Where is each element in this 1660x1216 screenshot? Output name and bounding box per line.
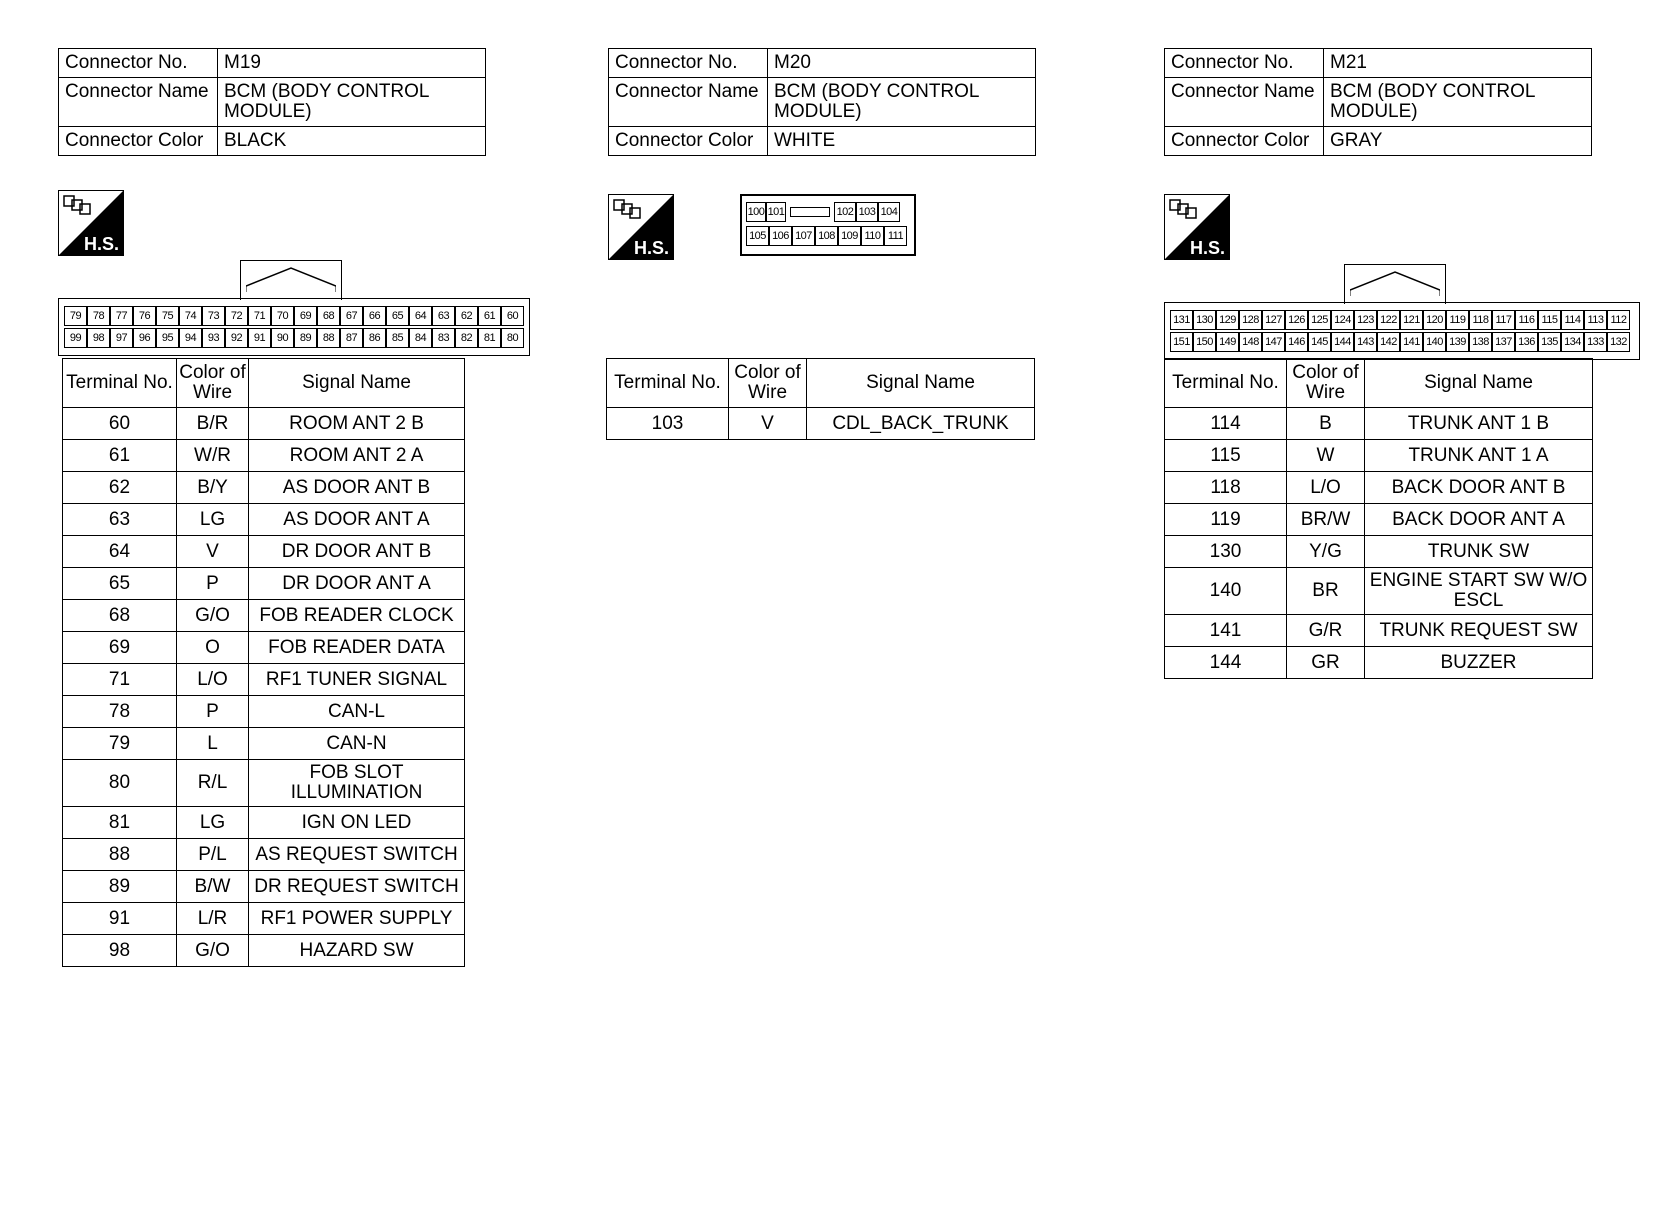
hs-label: H.S. bbox=[1190, 238, 1226, 258]
pin-cell: 95 bbox=[156, 328, 179, 348]
pin-cell: 128 bbox=[1239, 310, 1262, 330]
wire-color-cell: Y/G bbox=[1287, 536, 1365, 568]
table-row bbox=[63, 807, 465, 839]
connector-m19-section bbox=[58, 48, 538, 1008]
table-row bbox=[1165, 647, 1593, 679]
pin-cell: 142 bbox=[1377, 332, 1400, 352]
pin-cell: 150 bbox=[1193, 332, 1216, 352]
terminal-no-cell: 71 bbox=[63, 664, 177, 696]
pin-cell: 139 bbox=[1446, 332, 1469, 352]
connector-no-value: M19 bbox=[218, 49, 486, 78]
pin-cell: 111 bbox=[884, 226, 907, 246]
connector-color-value: GRAY bbox=[1324, 127, 1592, 156]
pin-cell: 115 bbox=[1538, 310, 1561, 330]
signal-table-m20 bbox=[606, 358, 1035, 440]
terminal-no-cell: 68 bbox=[63, 600, 177, 632]
table-row bbox=[607, 408, 1035, 440]
wire-color-cell: GR bbox=[1287, 647, 1365, 679]
connector-color-value: WHITE bbox=[768, 127, 1036, 156]
label-connector-no: Connector No. bbox=[1165, 49, 1324, 78]
signal-name-cell: CAN-L bbox=[249, 696, 465, 728]
terminal-no-cell: 65 bbox=[63, 568, 177, 600]
pin-cell: 71 bbox=[248, 306, 271, 326]
connector-name-value: BCM (BODY CONTROL MODULE) bbox=[218, 78, 486, 127]
wire-color-cell: B/Y bbox=[177, 472, 249, 504]
connector-no-value: M20 bbox=[768, 49, 1036, 78]
label-connector-no: Connector No. bbox=[59, 49, 218, 78]
pin-cell: 81 bbox=[478, 328, 501, 348]
pin-cell: 116 bbox=[1515, 310, 1538, 330]
connector-m20-section bbox=[608, 48, 1048, 548]
signal-name-cell: HAZARD SW bbox=[249, 935, 465, 967]
terminal-no-cell: 115 bbox=[1165, 440, 1287, 472]
pin-cell: 82 bbox=[455, 328, 478, 348]
wire-color-cell: L/R bbox=[177, 903, 249, 935]
terminal-no-cell: 79 bbox=[63, 728, 177, 760]
pin-cell: 74 bbox=[179, 306, 202, 326]
connector-face-m19 bbox=[58, 260, 530, 346]
pin-cell: 114 bbox=[1561, 310, 1584, 330]
terminal-no-cell: 118 bbox=[1165, 472, 1287, 504]
connector-info-table bbox=[608, 48, 1036, 156]
wire-color-cell: R/L bbox=[177, 760, 249, 807]
table-row bbox=[63, 472, 465, 504]
wire-color-cell: W bbox=[1287, 440, 1365, 472]
terminal-no-cell: 130 bbox=[1165, 536, 1287, 568]
pin-cell: 78 bbox=[87, 306, 110, 326]
pin-cell: 117 bbox=[1492, 310, 1515, 330]
wire-color-cell: LG bbox=[177, 504, 249, 536]
pin-cell: 86 bbox=[363, 328, 386, 348]
wire-color-cell: B/W bbox=[177, 871, 249, 903]
wire-color-cell: L/O bbox=[1287, 472, 1365, 504]
pin-cell: 136 bbox=[1515, 332, 1538, 352]
wire-color-cell: G/R bbox=[1287, 615, 1365, 647]
pin-cell: 147 bbox=[1262, 332, 1285, 352]
signal-name-cell: CAN-N bbox=[249, 728, 465, 760]
connector-no-value: M21 bbox=[1324, 49, 1592, 78]
pin-cell: 60 bbox=[501, 306, 524, 326]
pin-cell: 127 bbox=[1262, 310, 1285, 330]
pin-cell: 141 bbox=[1400, 332, 1423, 352]
pin-cell: 126 bbox=[1285, 310, 1308, 330]
pin-cell: 101 bbox=[766, 202, 786, 222]
wire-color-cell: V bbox=[177, 536, 249, 568]
terminal-no-cell: 103 bbox=[607, 408, 729, 440]
table-row bbox=[63, 408, 465, 440]
pin-cell: 80 bbox=[501, 328, 524, 348]
terminal-no-cell: 61 bbox=[63, 440, 177, 472]
pin-cell: 92 bbox=[225, 328, 248, 348]
pin-cell: 148 bbox=[1239, 332, 1262, 352]
pin-cell: 109 bbox=[838, 226, 861, 246]
terminal-no-cell: 91 bbox=[63, 903, 177, 935]
terminal-no-cell: 69 bbox=[63, 632, 177, 664]
table-row bbox=[63, 536, 465, 568]
table-row bbox=[63, 440, 465, 472]
signal-name-cell: AS DOOR ANT B bbox=[249, 472, 465, 504]
header-terminal-no: Terminal No. bbox=[63, 359, 177, 408]
pin-cell: 62 bbox=[455, 306, 478, 326]
pin-cell: 85 bbox=[386, 328, 409, 348]
signal-name-cell: DR DOOR ANT B bbox=[249, 536, 465, 568]
terminal-no-cell: 114 bbox=[1165, 408, 1287, 440]
pin-cell: 120 bbox=[1423, 310, 1446, 330]
pin-cell: 91 bbox=[248, 328, 271, 348]
hs-label: H.S. bbox=[634, 238, 670, 258]
label-connector-color: Connector Color bbox=[59, 127, 218, 156]
connector-name-value: BCM (BODY CONTROL MODULE) bbox=[768, 78, 1036, 127]
table-row bbox=[63, 664, 465, 696]
pin-cell: 131 bbox=[1170, 310, 1193, 330]
wire-color-cell: BR/W bbox=[1287, 504, 1365, 536]
signal-name-cell: RF1 TUNER SIGNAL bbox=[249, 664, 465, 696]
table-row bbox=[1165, 408, 1593, 440]
pin-cell: 124 bbox=[1331, 310, 1354, 330]
connector-name-value: BCM (BODY CONTROL MODULE) bbox=[1324, 78, 1592, 127]
label-connector-name: Connector Name bbox=[1165, 78, 1324, 127]
signal-name-cell: BACK DOOR ANT B bbox=[1365, 472, 1593, 504]
table-row bbox=[63, 568, 465, 600]
header-signal-name: Signal Name bbox=[807, 359, 1035, 408]
pin-cell: 118 bbox=[1469, 310, 1492, 330]
pin-cell: 144 bbox=[1331, 332, 1354, 352]
pin-cell: 143 bbox=[1354, 332, 1377, 352]
header-signal-name: Signal Name bbox=[1365, 359, 1593, 408]
pin-cell: 105 bbox=[746, 226, 769, 246]
signal-name-cell: TRUNK ANT 1 B bbox=[1365, 408, 1593, 440]
pin-cell: 87 bbox=[340, 328, 363, 348]
terminal-no-cell: 88 bbox=[63, 839, 177, 871]
wire-color-cell: P bbox=[177, 568, 249, 600]
pin-cell: 149 bbox=[1216, 332, 1239, 352]
wire-color-cell: B/R bbox=[177, 408, 249, 440]
table-row bbox=[1165, 440, 1593, 472]
wire-color-cell: BR bbox=[1287, 568, 1365, 615]
harness-side-icon bbox=[58, 190, 124, 256]
pin-cell: 122 bbox=[1377, 310, 1400, 330]
signal-name-cell: TRUNK SW bbox=[1365, 536, 1593, 568]
header-color-of-wire: Color of Wire bbox=[177, 359, 249, 408]
signal-name-cell: ROOM ANT 2 B bbox=[249, 408, 465, 440]
signal-name-cell: ENGINE START SW W/O ESCL bbox=[1365, 568, 1593, 615]
connector-key-slot bbox=[786, 202, 834, 222]
pin-cell: 65 bbox=[386, 306, 409, 326]
pin-cell: 61 bbox=[478, 306, 501, 326]
terminal-no-cell: 62 bbox=[63, 472, 177, 504]
table-row bbox=[63, 728, 465, 760]
signal-name-cell: FOB READER DATA bbox=[249, 632, 465, 664]
pin-cell: 93 bbox=[202, 328, 225, 348]
pin-cell: 145 bbox=[1308, 332, 1331, 352]
table-row bbox=[63, 600, 465, 632]
terminal-no-cell: 89 bbox=[63, 871, 177, 903]
signal-name-cell: FOB READER CLOCK bbox=[249, 600, 465, 632]
pin-cell: 88 bbox=[317, 328, 340, 348]
signal-name-cell: BUZZER bbox=[1365, 647, 1593, 679]
table-row bbox=[63, 504, 465, 536]
signal-name-cell: TRUNK ANT 1 A bbox=[1365, 440, 1593, 472]
pin-cell: 79 bbox=[64, 306, 87, 326]
terminal-no-cell: 98 bbox=[63, 935, 177, 967]
pin-cell: 98 bbox=[87, 328, 110, 348]
signal-name-cell: RF1 POWER SUPPLY bbox=[249, 903, 465, 935]
signal-table-m21 bbox=[1164, 358, 1593, 679]
pin-cell: 110 bbox=[861, 226, 884, 246]
signal-name-cell: BACK DOOR ANT A bbox=[1365, 504, 1593, 536]
table-row bbox=[63, 839, 465, 871]
latch-chevron bbox=[1350, 270, 1440, 296]
pin-cell: 84 bbox=[409, 328, 432, 348]
connector-m21-section bbox=[1164, 48, 1644, 748]
table-row bbox=[63, 935, 465, 967]
connector-info-table bbox=[58, 48, 486, 156]
terminal-no-cell: 119 bbox=[1165, 504, 1287, 536]
pin-cell: 132 bbox=[1607, 332, 1630, 352]
pin-cell: 130 bbox=[1193, 310, 1216, 330]
harness-side-icon bbox=[1164, 194, 1230, 260]
terminal-no-cell: 144 bbox=[1165, 647, 1287, 679]
header-terminal-no: Terminal No. bbox=[1165, 359, 1287, 408]
label-connector-color: Connector Color bbox=[609, 127, 768, 156]
pin-cell: 68 bbox=[317, 306, 340, 326]
label-connector-color: Connector Color bbox=[1165, 127, 1324, 156]
wire-color-cell: W/R bbox=[177, 440, 249, 472]
terminal-no-cell: 81 bbox=[63, 807, 177, 839]
signal-name-cell: CDL_BACK_TRUNK bbox=[807, 408, 1035, 440]
wire-color-cell: G/O bbox=[177, 935, 249, 967]
wire-color-cell: L/O bbox=[177, 664, 249, 696]
pin-cell: 64 bbox=[409, 306, 432, 326]
table-row bbox=[1165, 615, 1593, 647]
pin-cell: 97 bbox=[110, 328, 133, 348]
pin-cell: 72 bbox=[225, 306, 248, 326]
pin-cell: 138 bbox=[1469, 332, 1492, 352]
connector-info-table bbox=[1164, 48, 1592, 156]
pin-cell: 134 bbox=[1561, 332, 1584, 352]
pin-cell: 96 bbox=[133, 328, 156, 348]
wire-color-cell: V bbox=[729, 408, 807, 440]
signal-name-cell: AS DOOR ANT A bbox=[249, 504, 465, 536]
pin-cell: 137 bbox=[1492, 332, 1515, 352]
wire-color-cell: L bbox=[177, 728, 249, 760]
wire-color-cell: O bbox=[177, 632, 249, 664]
signal-name-cell: FOB SLOT ILLUMINATION bbox=[249, 760, 465, 807]
wire-color-cell: LG bbox=[177, 807, 249, 839]
terminal-no-cell: 60 bbox=[63, 408, 177, 440]
connector-face-m21 bbox=[1164, 264, 1640, 352]
pin-cell: 119 bbox=[1446, 310, 1469, 330]
pin-cell: 73 bbox=[202, 306, 225, 326]
header-terminal-no: Terminal No. bbox=[607, 359, 729, 408]
header-color-of-wire: Color of Wire bbox=[729, 359, 807, 408]
wire-color-cell: G/O bbox=[177, 600, 249, 632]
label-connector-name: Connector Name bbox=[609, 78, 768, 127]
pin-cell: 66 bbox=[363, 306, 386, 326]
pin-cell: 107 bbox=[792, 226, 815, 246]
connector-color-value: BLACK bbox=[218, 127, 486, 156]
wire-color-cell: P/L bbox=[177, 839, 249, 871]
label-connector-no: Connector No. bbox=[609, 49, 768, 78]
table-row bbox=[1165, 472, 1593, 504]
pin-cell: 83 bbox=[432, 328, 455, 348]
terminal-no-cell: 141 bbox=[1165, 615, 1287, 647]
pin-cell: 125 bbox=[1308, 310, 1331, 330]
table-row bbox=[63, 903, 465, 935]
pin-cell: 63 bbox=[432, 306, 455, 326]
table-row bbox=[1165, 536, 1593, 568]
pin-cell: 151 bbox=[1170, 332, 1193, 352]
table-row bbox=[63, 760, 465, 807]
pin-cell: 77 bbox=[110, 306, 133, 326]
pin-cell: 106 bbox=[769, 226, 792, 246]
table-row bbox=[1165, 568, 1593, 615]
header-signal-name: Signal Name bbox=[249, 359, 465, 408]
pin-cell: 67 bbox=[340, 306, 363, 326]
pin-cell: 94 bbox=[179, 328, 202, 348]
pin-cell: 100 bbox=[746, 202, 766, 222]
wire-color-cell: B bbox=[1287, 408, 1365, 440]
pin-cell: 90 bbox=[271, 328, 294, 348]
hs-label: H.S. bbox=[84, 234, 120, 254]
pin-cell: 129 bbox=[1216, 310, 1239, 330]
pin-cell: 76 bbox=[133, 306, 156, 326]
table-row bbox=[63, 871, 465, 903]
table-row bbox=[1165, 504, 1593, 536]
pin-cell: 70 bbox=[271, 306, 294, 326]
pin-cell: 104 bbox=[878, 202, 900, 222]
table-row bbox=[63, 696, 465, 728]
terminal-no-cell: 64 bbox=[63, 536, 177, 568]
pin-cell: 112 bbox=[1607, 310, 1630, 330]
pin-cell: 123 bbox=[1354, 310, 1377, 330]
pin-cell: 113 bbox=[1584, 310, 1607, 330]
terminal-no-cell: 140 bbox=[1165, 568, 1287, 615]
harness-side-icon bbox=[608, 194, 674, 260]
pin-cell: 69 bbox=[294, 306, 317, 326]
latch-chevron bbox=[246, 266, 336, 292]
signal-name-cell: AS REQUEST SWITCH bbox=[249, 839, 465, 871]
pin-cell: 103 bbox=[856, 202, 878, 222]
pin-cell: 75 bbox=[156, 306, 179, 326]
signal-name-cell: DR REQUEST SWITCH bbox=[249, 871, 465, 903]
terminal-no-cell: 78 bbox=[63, 696, 177, 728]
table-row bbox=[63, 632, 465, 664]
header-color-of-wire: Color of Wire bbox=[1287, 359, 1365, 408]
signal-name-cell: DR DOOR ANT A bbox=[249, 568, 465, 600]
pin-cell: 146 bbox=[1285, 332, 1308, 352]
connector-face-m20 bbox=[740, 194, 916, 256]
pin-cell: 140 bbox=[1423, 332, 1446, 352]
terminal-no-cell: 80 bbox=[63, 760, 177, 807]
signal-table-m19 bbox=[62, 358, 465, 967]
signal-name-cell: TRUNK REQUEST SW bbox=[1365, 615, 1593, 647]
pin-cell: 89 bbox=[294, 328, 317, 348]
pin-cell: 108 bbox=[815, 226, 838, 246]
pin-cell: 99 bbox=[64, 328, 87, 348]
label-connector-name: Connector Name bbox=[59, 78, 218, 127]
pin-cell: 121 bbox=[1400, 310, 1423, 330]
signal-name-cell: IGN ON LED bbox=[249, 807, 465, 839]
terminal-no-cell: 63 bbox=[63, 504, 177, 536]
pin-cell: 135 bbox=[1538, 332, 1561, 352]
pin-cell: 133 bbox=[1584, 332, 1607, 352]
pin-cell: 102 bbox=[834, 202, 856, 222]
wire-color-cell: P bbox=[177, 696, 249, 728]
signal-name-cell: ROOM ANT 2 A bbox=[249, 440, 465, 472]
